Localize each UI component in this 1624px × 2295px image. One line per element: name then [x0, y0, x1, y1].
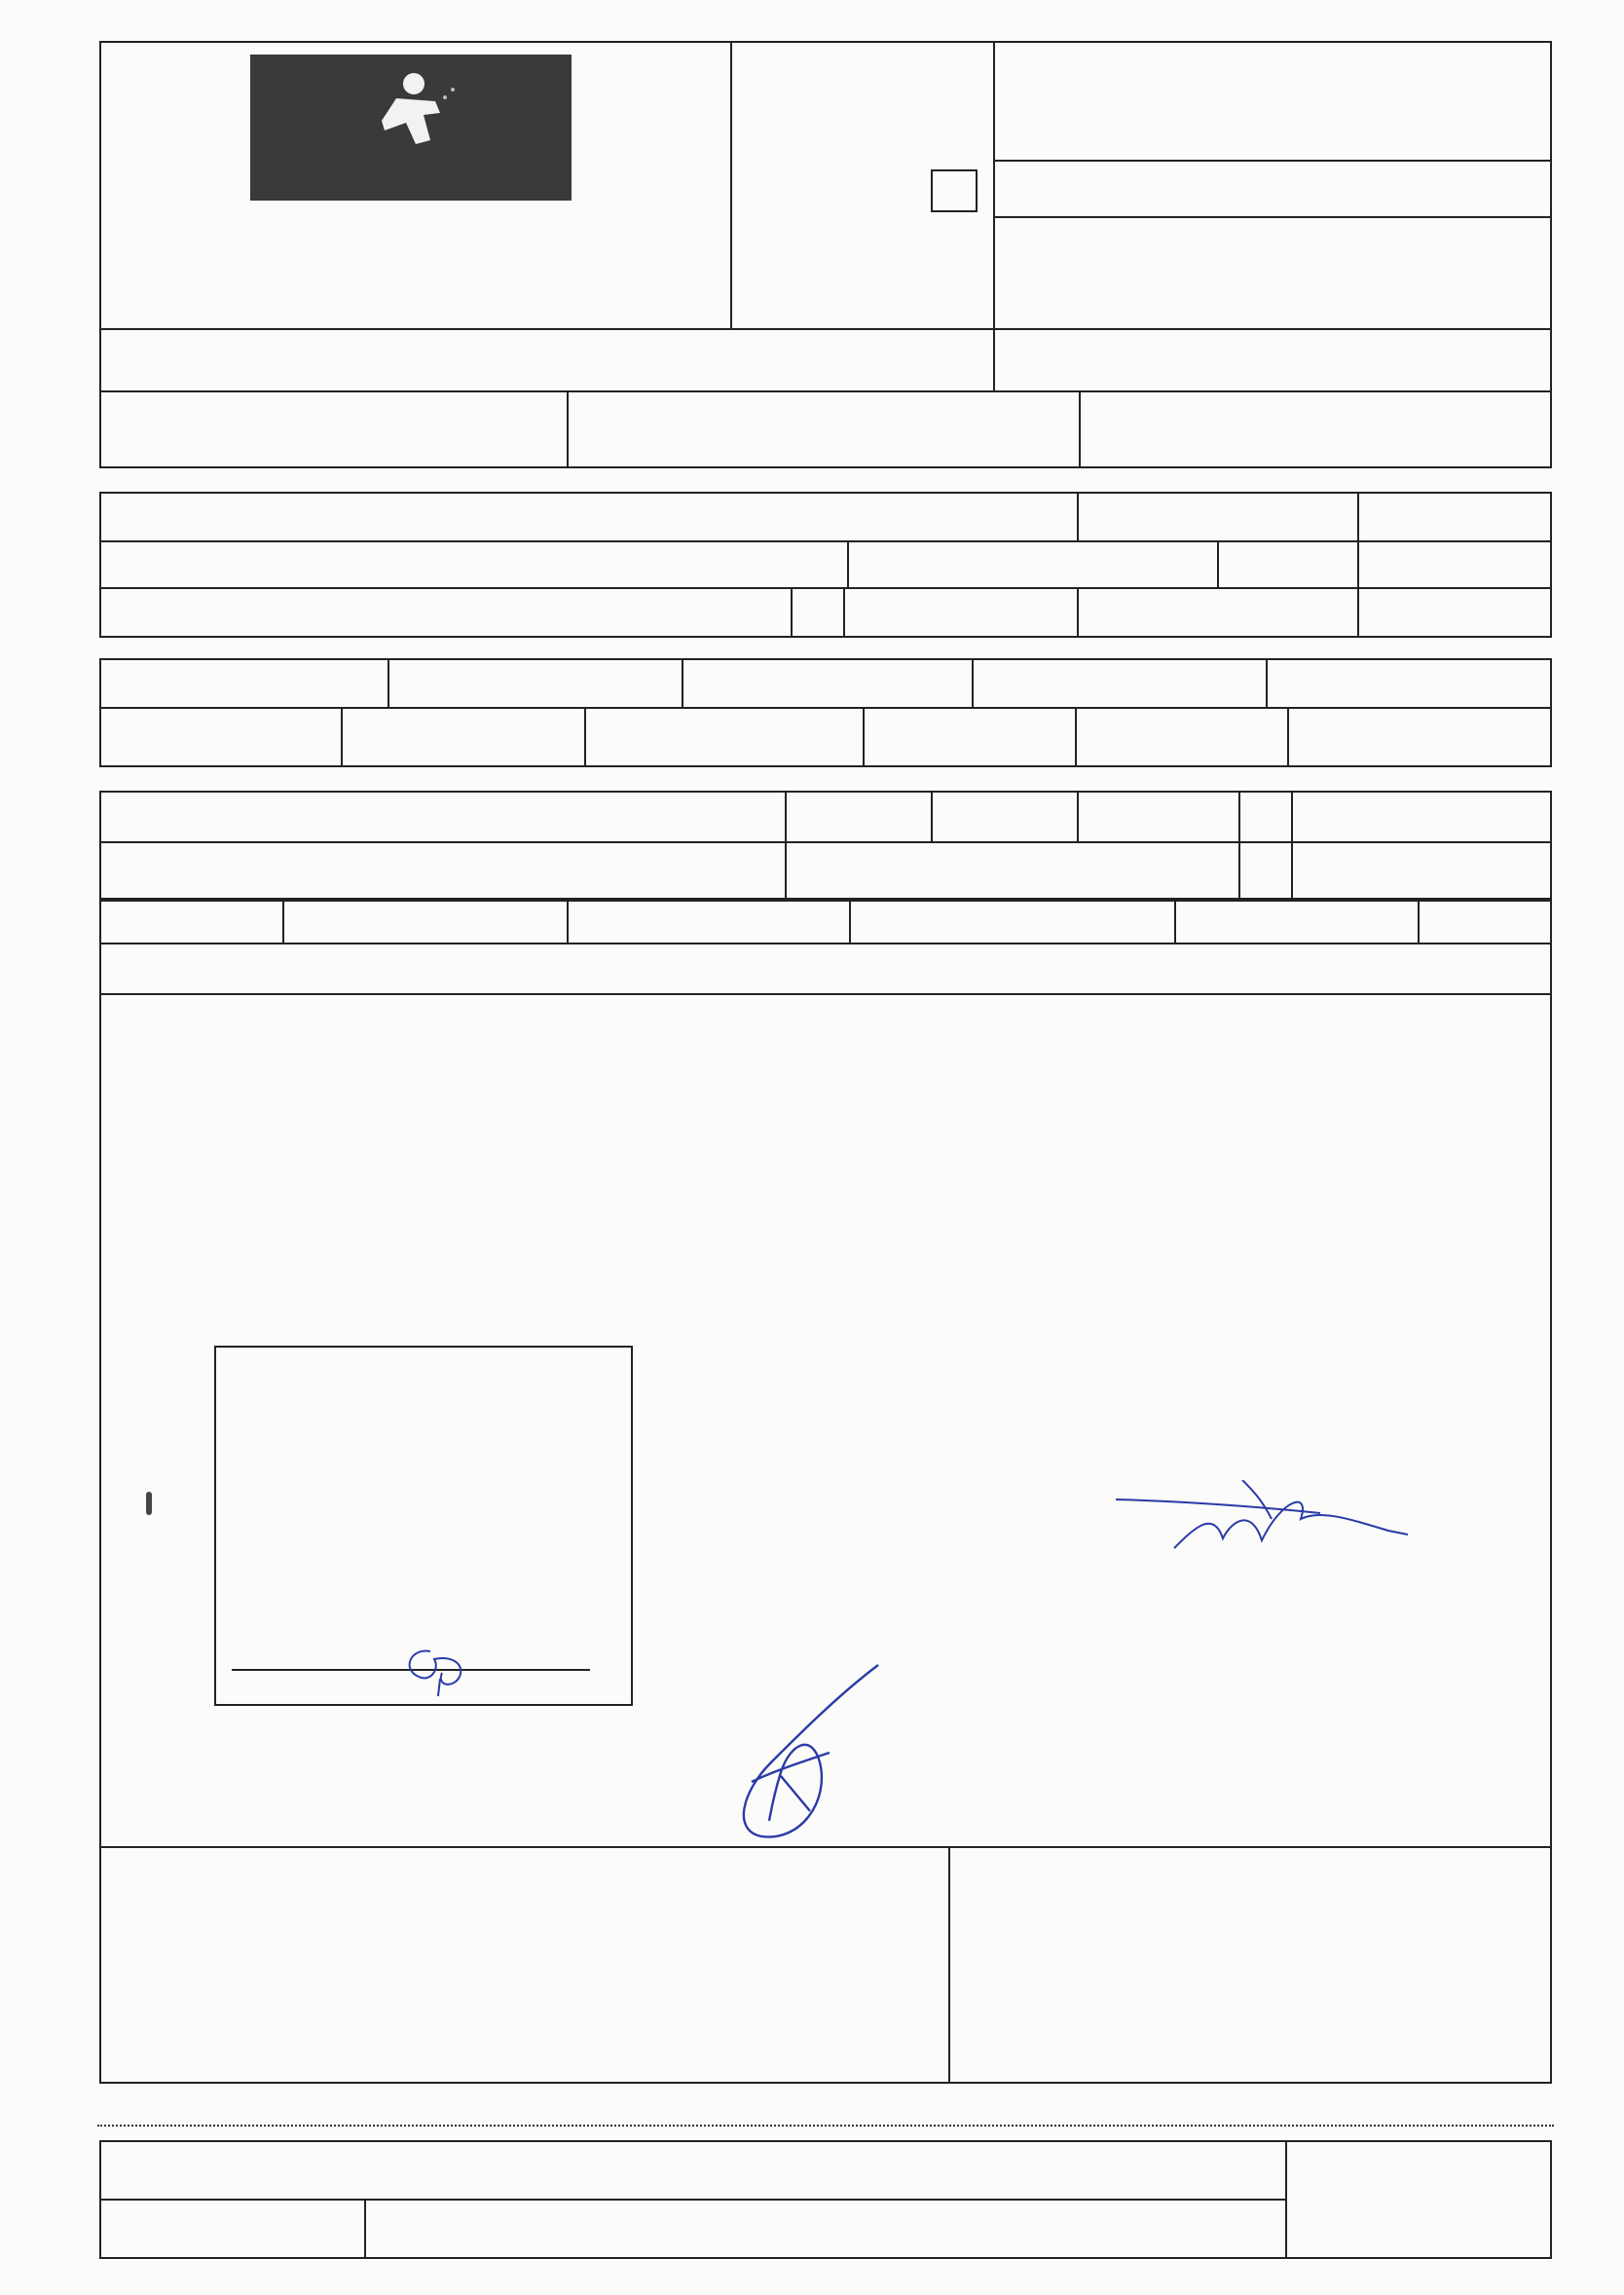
divider	[1285, 2140, 1287, 2259]
stamp-initials-signature	[391, 1640, 489, 1698]
divider	[567, 898, 569, 944]
divider	[388, 658, 389, 707]
divider	[1077, 791, 1079, 841]
divider	[1174, 898, 1176, 944]
protocolo-box	[993, 328, 1552, 392]
person-logo-icon	[250, 55, 572, 201]
divider	[341, 707, 343, 767]
divider	[863, 707, 865, 767]
secretaria-carimbo	[1116, 1480, 1525, 1655]
divider	[99, 587, 1552, 589]
divider	[993, 160, 1552, 162]
divider	[849, 898, 851, 944]
tipo-box	[931, 169, 978, 212]
divider	[282, 898, 284, 944]
divider	[567, 390, 569, 468]
divider	[99, 707, 1552, 709]
divider	[785, 791, 787, 902]
divider	[1357, 492, 1359, 638]
company-logo	[250, 55, 572, 201]
divider	[1075, 707, 1077, 767]
divider	[364, 2199, 366, 2259]
fisco-box	[948, 1846, 1552, 2084]
divider	[1238, 791, 1240, 902]
divider	[1079, 390, 1081, 468]
divider	[931, 791, 933, 841]
destinatario-box	[99, 492, 1552, 638]
divider	[843, 587, 845, 638]
divider	[791, 587, 793, 638]
divider	[99, 993, 1552, 995]
divider	[584, 707, 586, 767]
edge-mark	[146, 1492, 152, 1515]
aquisicao-stamp	[214, 1346, 633, 1706]
divider	[972, 658, 974, 707]
secretaria-signature	[1116, 1480, 1525, 1568]
handwritten-signature	[722, 1655, 898, 1850]
divider	[1287, 707, 1289, 767]
divider	[1077, 587, 1079, 638]
divider	[99, 540, 1552, 542]
divider	[847, 540, 849, 587]
cut-line	[97, 2125, 1554, 2127]
barcode	[1015, 51, 1531, 154]
volumes-box	[99, 898, 1552, 944]
transportador-box	[99, 791, 1552, 902]
divider	[1217, 540, 1219, 587]
natureza-box	[99, 328, 995, 392]
divider	[99, 2199, 1287, 2201]
divider	[99, 841, 1552, 843]
divider	[993, 216, 1552, 218]
divider	[1418, 898, 1420, 944]
info-box	[99, 1846, 950, 2084]
divider	[1291, 791, 1293, 902]
inscricao-box	[99, 390, 1552, 468]
divider	[1077, 492, 1079, 540]
divider	[1266, 658, 1268, 707]
imposto-box	[99, 658, 1552, 767]
divider	[682, 658, 683, 707]
